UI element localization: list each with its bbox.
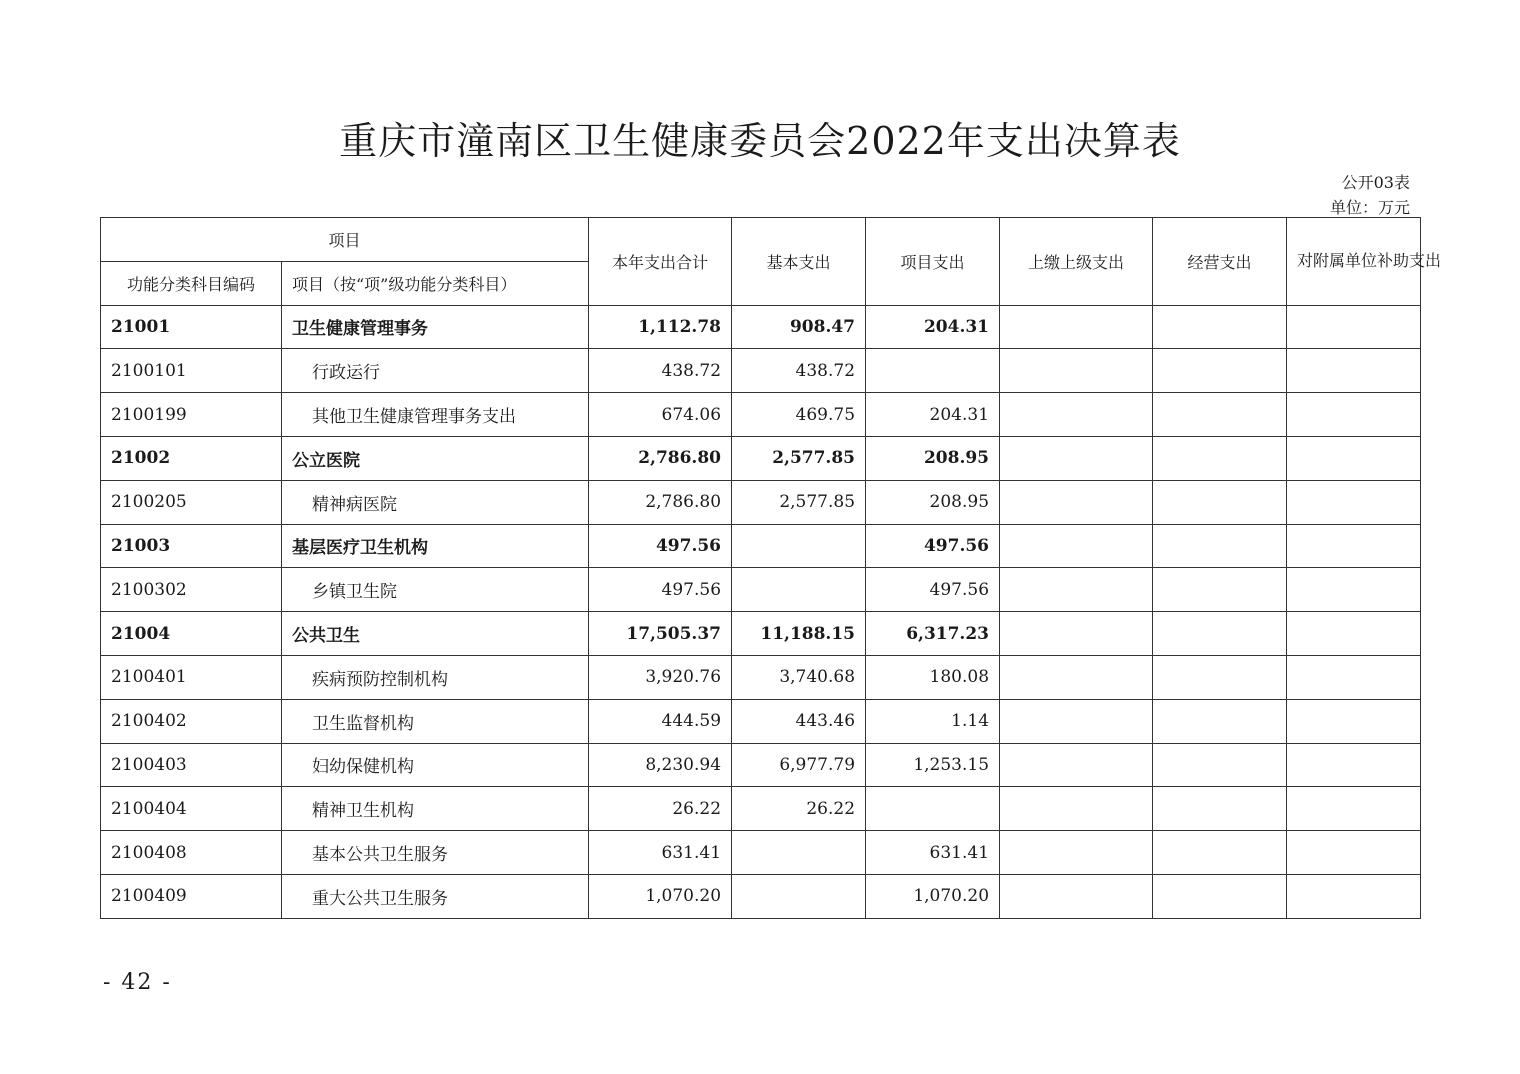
cell-name: 精神病医院 — [282, 480, 589, 524]
cell-total: 438.72 — [589, 349, 732, 393]
cell-total: 674.06 — [589, 393, 732, 437]
cell-business — [1153, 393, 1287, 437]
table-row — [101, 655, 1421, 699]
cell-project: 208.95 — [866, 436, 1000, 480]
table-row — [101, 568, 1421, 612]
cell-name: 乡镇卫生院 — [282, 568, 589, 612]
cell-upper — [1000, 874, 1153, 918]
cell-basic: 469.75 — [732, 393, 866, 437]
cell-business — [1153, 787, 1287, 831]
cell-subsidy — [1287, 612, 1421, 656]
cell-subsidy — [1287, 568, 1421, 612]
table-row — [101, 524, 1421, 568]
cell-business — [1153, 436, 1287, 480]
table-row — [101, 743, 1421, 787]
cell-business — [1153, 349, 1287, 393]
cell-code: 2100402 — [101, 699, 282, 743]
cell-project: 204.31 — [866, 393, 1000, 437]
cell-upper — [1000, 787, 1153, 831]
cell-subsidy — [1287, 743, 1421, 787]
cell-code: 2100408 — [101, 831, 282, 875]
table-row — [101, 787, 1421, 831]
table-row — [101, 480, 1421, 524]
cell-project — [866, 349, 1000, 393]
cell-subsidy — [1287, 480, 1421, 524]
cell-code: 2100101 — [101, 349, 282, 393]
cell-business — [1153, 699, 1287, 743]
cell-name: 行政运行 — [282, 349, 589, 393]
cell-total: 497.56 — [589, 524, 732, 568]
table-row — [101, 393, 1421, 437]
cell-business — [1153, 305, 1287, 349]
cell-business — [1153, 655, 1287, 699]
cell-subsidy — [1287, 874, 1421, 918]
cell-code: 2100302 — [101, 568, 282, 612]
cell-basic — [732, 831, 866, 875]
page-number: - 42 - — [103, 970, 172, 995]
header-name: 项目（按“项”级功能分类科目） — [282, 261, 589, 305]
table-row — [101, 305, 1421, 349]
cell-project: 208.95 — [866, 480, 1000, 524]
cell-code: 2100401 — [101, 655, 282, 699]
cell-name: 疾病预防控制机构 — [282, 655, 589, 699]
cell-basic: 443.46 — [732, 699, 866, 743]
cell-subsidy — [1287, 655, 1421, 699]
cell-total: 444.59 — [589, 699, 732, 743]
header-project: 项目 — [101, 218, 589, 262]
cell-basic — [732, 568, 866, 612]
cell-name: 其他卫生健康管理事务支出 — [282, 393, 589, 437]
cell-code: 21003 — [101, 524, 282, 568]
cell-business — [1153, 524, 1287, 568]
table-row — [101, 699, 1421, 743]
cell-basic: 3,740.68 — [732, 655, 866, 699]
cell-subsidy — [1287, 305, 1421, 349]
cell-code: 21002 — [101, 436, 282, 480]
cell-subsidy — [1287, 787, 1421, 831]
cell-upper — [1000, 349, 1153, 393]
cell-total: 2,786.80 — [589, 436, 732, 480]
cell-total: 2,786.80 — [589, 480, 732, 524]
cell-basic: 6,977.79 — [732, 743, 866, 787]
table-row — [101, 874, 1421, 918]
cell-subsidy — [1287, 393, 1421, 437]
cell-code: 2100404 — [101, 787, 282, 831]
cell-upper — [1000, 393, 1153, 437]
cell-basic: 2,577.85 — [732, 436, 866, 480]
unit-label: 单位：万元 — [1329, 198, 1410, 217]
cell-total: 631.41 — [589, 831, 732, 875]
cell-code: 2100403 — [101, 743, 282, 787]
cell-basic: 908.47 — [732, 305, 866, 349]
cell-project: 180.08 — [866, 655, 1000, 699]
cell-upper — [1000, 568, 1153, 612]
cell-project: 1,253.15 — [866, 743, 1000, 787]
cell-basic: 2,577.85 — [732, 480, 866, 524]
cell-subsidy — [1287, 699, 1421, 743]
cell-project: 497.56 — [866, 568, 1000, 612]
cell-project: 1,070.20 — [866, 874, 1000, 918]
expenditure-table — [100, 217, 1442, 919]
cell-name: 公立医院 — [282, 436, 589, 480]
table-row — [101, 612, 1421, 656]
cell-basic — [732, 874, 866, 918]
cell-business — [1153, 743, 1287, 787]
cell-basic — [732, 524, 866, 568]
cell-subsidy — [1287, 524, 1421, 568]
cell-code: 2100205 — [101, 480, 282, 524]
header-basic: 基本支出 — [732, 218, 866, 306]
cell-basic: 11,188.15 — [732, 612, 866, 656]
table-row — [101, 349, 1421, 393]
cell-upper — [1000, 699, 1153, 743]
cell-basic: 438.72 — [732, 349, 866, 393]
cell-project: 497.56 — [866, 524, 1000, 568]
cell-code: 2100199 — [101, 393, 282, 437]
cell-subsidy — [1287, 831, 1421, 875]
cell-total: 17,505.37 — [589, 612, 732, 656]
table-row — [101, 436, 1421, 480]
header-upper: 上缴上级支出 — [1000, 218, 1153, 306]
cell-name: 基层医疗卫生机构 — [282, 524, 589, 568]
cell-business — [1153, 874, 1287, 918]
cell-upper — [1000, 305, 1153, 349]
cell-subsidy — [1287, 349, 1421, 393]
table-row — [101, 831, 1421, 875]
cell-upper — [1000, 612, 1153, 656]
cell-total: 1,070.20 — [589, 874, 732, 918]
cell-name: 妇幼保健机构 — [282, 743, 589, 787]
page-title: 重庆市潼南区卫生健康委员会2022年支出决算表 — [339, 119, 1181, 163]
cell-upper — [1000, 480, 1153, 524]
cell-name: 精神卫生机构 — [282, 787, 589, 831]
cell-business — [1153, 831, 1287, 875]
cell-name: 基本公共卫生服务 — [282, 831, 589, 875]
cell-business — [1153, 612, 1287, 656]
header-business: 经营支出 — [1153, 218, 1287, 306]
cell-project — [866, 787, 1000, 831]
cell-name: 卫生监督机构 — [282, 699, 589, 743]
header-code: 功能分类科目编码 — [101, 261, 282, 305]
cell-total: 497.56 — [589, 568, 732, 612]
cell-total: 1,112.78 — [589, 305, 732, 349]
cell-total: 3,920.76 — [589, 655, 732, 699]
header-subsidy: 对附属单位补助支出 — [1287, 218, 1421, 306]
cell-name: 重大公共卫生服务 — [282, 874, 589, 918]
cell-basic: 26.22 — [732, 787, 866, 831]
cell-project: 204.31 — [866, 305, 1000, 349]
cell-upper — [1000, 436, 1153, 480]
cell-total: 8,230.94 — [589, 743, 732, 787]
cell-code: 21001 — [101, 305, 282, 349]
cell-business — [1153, 568, 1287, 612]
cell-name: 卫生健康管理事务 — [282, 305, 589, 349]
cell-upper — [1000, 655, 1153, 699]
cell-project: 1.14 — [866, 699, 1000, 743]
cell-subsidy — [1287, 436, 1421, 480]
cell-code: 21004 — [101, 612, 282, 656]
cell-project: 631.41 — [866, 831, 1000, 875]
cell-code: 2100409 — [101, 874, 282, 918]
cell-upper — [1000, 743, 1153, 787]
cell-upper — [1000, 524, 1153, 568]
cell-upper — [1000, 831, 1153, 875]
table-number: 公开03表 — [1341, 173, 1410, 192]
cell-name: 公共卫生 — [282, 612, 589, 656]
table-body — [101, 305, 1421, 918]
header-project-expenditure: 项目支出 — [866, 218, 1000, 306]
cell-project: 6,317.23 — [866, 612, 1000, 656]
header-total: 本年支出合计 — [589, 218, 732, 306]
cell-total: 26.22 — [589, 787, 732, 831]
cell-business — [1153, 480, 1287, 524]
